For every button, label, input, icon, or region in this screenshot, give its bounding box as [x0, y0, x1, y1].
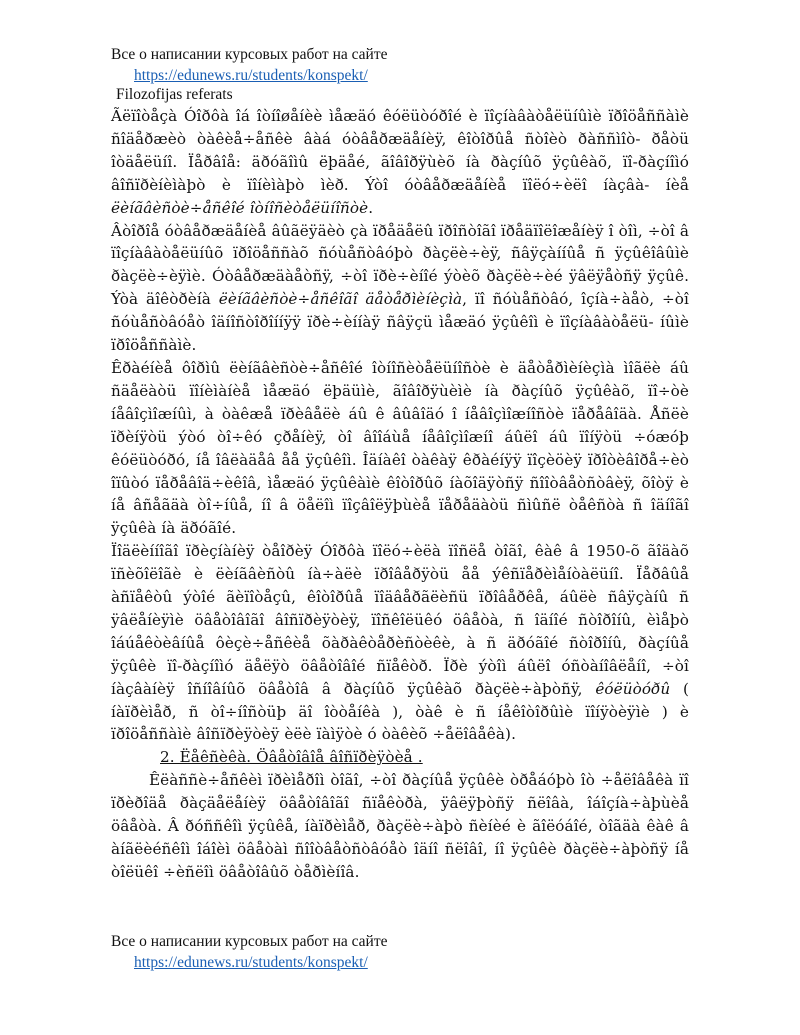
- term-emphasis: ëèíãâèñòè÷åñêîãî äåòåðìèíèçìà: [218, 290, 463, 309]
- paragraph-1: Ãëïîòåçà Óîðôà îá îòíîøåíèè ìåæäó êóëüòóðîé è ïîçíàâàòåëüíûìè ïðîöåññàìè ñîäåðæèò òàêèå÷åñêè âàá óòâåðæäåíèÿ, êîòîðûå ñòîèò ðàññìîò- ðåòü îòäåëüíî. Ïåðâîå: äðóãîìû ëþäåé, ãîâîðÿùèõ íà ðàçíûõ ÿçûêàõ, ïî-ðàçíîìó âîñïðèíèìàþò è ïîíèìàþò ìèð. Ýòî óòâåðæäåíèå ïîëó÷èëî íàçâà- íèå ëèíãâèñòè÷åñêîé îòíîñèòåëüíîñòè.: [111, 107, 689, 217]
- header-text: Все о написании курсовых работ на сайте: [111, 46, 388, 63]
- header-link[interactable]: https://edunews.ru/students/konspekt/: [134, 67, 368, 84]
- footer-link[interactable]: https://edunews.ru/students/konspekt/: [134, 954, 368, 971]
- footer-text: Все о написании курсовых работ на сайте: [111, 933, 388, 950]
- paragraph-2: Âòîðîå óòâåðæäåíèå âûãëÿäèò çà ïðåäåëû ïðîñòîãî ïðåäïîëîæåíèÿ î òîì, ÷òî â ïîçíàâàòåëüíûõ ïðîöåññàõ ñóùåñòâóþò ðàçëè÷èÿ, ñâÿçàííûå ñ ÿçûêîâûìè ðàçëè÷èÿìè. Óòâåðæäàåòñÿ, ÷òî ïðè÷èíîé ýòèõ ðàçëè÷èé ÿâëÿåòñÿ ÿçûê. Ýòà äîêòðèíà ëèíãâèñòè÷åñêîãî äåòåðìèíèçìà, ïî ñóùåñòâó, îçíà÷àåò, ÷òî ñóùåñòâóåò îäíîñòîðîííÿÿ ïðè÷èííàÿ ñâÿçü ìåæäó ÿçûêîì è ïîçíàâàòåëü- íûìè ïðîöåññàìè.: [111, 221, 689, 355]
- closing-paragraph: Êëàññè÷åñêèì ïðèìåðîì òîãî, ÷òî ðàçíûå ÿçûêè òðåáóþò îò ÷åëîâåêà ïî ïðèðîäå ðàçäåëåíèÿ öâåòîâîãî ñïåêòðà, ÿâëÿþòñÿ ñëîâà, îáîçíà÷àþùèå öâåòà. Â ðóññêîì ÿçûêå, íàïðèìåð, ðàçëè÷àþò ñèíèé è ãîëóáîé, òîãäà êàê â àíãëèéñêîì îáîèì öâåòàì ñîîòâåòñòâóåò îäíî ñëîâî, íî ÿçûêè ðàçëè÷àþòñÿ íå òîëüêî ÷èñëîì öâåòîâûõ òåðìèíîâ.: [111, 771, 689, 881]
- document-body: [111, 105, 689, 884]
- term-emphasis: ëèíãâèñòè÷åñêîé îòíîñèòåëüíîñòè: [111, 198, 369, 217]
- paragraph-4: Ïîäëèííîãî ïðèçíàíèÿ òåîðèÿ Óîðôà ïîëó÷èëà ïîñëå òîãî, êàê â 1950-õ ãîäàõ ïñèõîëîãè è ëèíãâèñòû íà÷àëè ïðîâåðÿòü åå ýêñïåðèìåíòàëüíî. Ïåðâûå àñïåêòû ýòîé ãèïîòåçû, êîòîðûå ïîäâåðãëèñü ïðîâåðêå, áûëè ñâÿçàíû ñ ÿâëåíèÿìè öâåòîâîãî âîñïðèÿòèÿ, ïîñêîëüêó öâåòà, ñ îäíîé ñòîðîíû, èìåþò îáúåêòèâíûå ôèçè÷åñêèå õàðàêòåðèñòèêè, à ñ äðóãîé ñòîðîíû, ðàçíûå ÿçûêè ïî-ðàçíîìó äåëÿò öâåòîâîé ñïåêòð. Ïðè ýòîì áûëî óñòàíîâëåíî, ÷òî íàçâàíèÿ îñíîâíûõ öâåòîâ â ðàçíûõ ÿçûêàõ ðàçëè÷àþòñÿ, êóëüòóðû ( íàïðèìåð, ñ òî÷íîñòüþ äî îòòåíêà ), òàê è ñ íåêîòîðûìè ïîíÿòèÿìè ) è ïðîöåññàìè âîñïðèÿòèÿ èëè ïàìÿòè ó òàêèõ ÷åëîâåêà).: [111, 542, 689, 744]
- document-label: Filozofijas referats: [116, 86, 233, 103]
- paragraph-3: Êðàéíèå ôîðìû ëèíãâèñòè÷åñêîé îòíîñèòåëüíîñòè è äåòåðìèíèçìà ìîãëè áû ñäåëàòü ïîíèìàíèå ìåæäó ëþäüìè, ãîâîðÿùèìè íà ðàçíûõ ÿçûêàõ, ïî÷òè íåâîçìîæíûì, à òàêæå ïðèâåëè áû ê âûâîäó î íåâîçìîæíîñòè ïåðåâîäà. Åñëè ïðèíÿòü ýòó òî÷êó çðåíèÿ, òî âîîáùå íåâîçìîæíî áûëî áû ïîíÿòü ÷óæóþ êóëüòóðó, íå îâëàäåâ åå ÿçûêîì. Îäíàêî òàêàÿ êðàéíÿÿ ïîçèöèÿ ïðîòèâîðå÷èò îïûòó ïåðåâîä÷èêîâ, ìåæäó ÿçûêàìè êîòîðûõ íàõîäÿòñÿ ñîîòâåòñòâèÿ, õîòÿ è íå âñåãäà òî÷íûå, íî â öåëîì ïîçâîëÿþùèå ïåðåäàòü ñìûñë òåêñòà ñ îäíîãî ÿçûêà íà äðóãîé.: [111, 358, 689, 538]
- term-emphasis: êóëüòóðû: [595, 679, 671, 698]
- page-header: [111, 44, 711, 86]
- page-footer: [111, 931, 711, 973]
- section-title: 2. Ëåêñèêà. Öâåòîâîå âîñïðèÿòèå .: [160, 748, 423, 767]
